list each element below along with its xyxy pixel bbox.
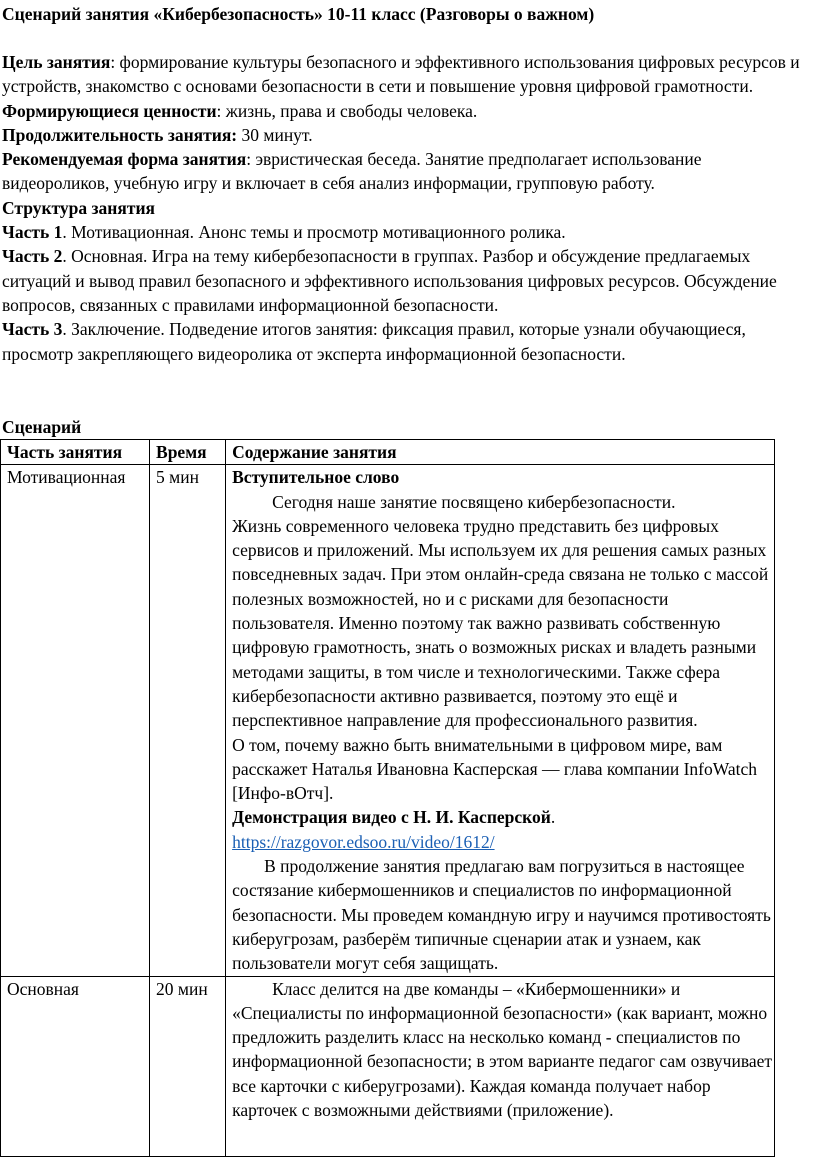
content-intro-first: Сегодня наше занятие посвящено кибербезопасности.: [272, 491, 676, 512]
content-video-line: Демонстрация видео с Н. И. Касперской.: [232, 807, 556, 828]
part2-label: Часть 2: [2, 246, 63, 267]
row-part-cell: Мотивационная: [1, 465, 150, 976]
part3-paragraph: [2, 317, 802, 366]
header-part: Часть занятия: [1, 440, 150, 465]
duration-text: 30 минут.: [237, 124, 313, 145]
part3-label: Часть 3: [2, 319, 63, 340]
content-heading: Вступительное слово: [232, 467, 400, 488]
video-link[interactable]: https://razgovor.edsoo.ru/video/1612/: [232, 831, 495, 852]
values-text: : жизнь, права и свободы человека.: [216, 100, 478, 121]
video-label: Демонстрация видео с Н. И. Касперской: [232, 807, 551, 828]
duration-label: Продолжительность занятия:: [2, 124, 238, 145]
header-content: Содержание занятия: [226, 440, 775, 465]
part2-paragraph: [2, 244, 802, 317]
intro-section: [2, 50, 802, 366]
part2-text: . Основная. Игра на тему кибербезопасности в группах. Разбор и обсуждение предлагаемых ситуаций и вывод правил безопасного и эффективного использования цифровых ресурсов. Обсуждение вопросов, связанных с правилами информационной безопасности.: [2, 246, 777, 315]
content-teams-paragraph: Класс делится на две команды – «Кибермошенники» и «Специалисты по информационной безопасности» (как вариант, можно предложить разделить класс на несколько команд - специалистов по информационной безопасности; в этом варианте педагог сам озвучивает все карточки с киберугрозами). Каждая команда получает набор карточек с возможными действиями (приложение).: [232, 978, 773, 1121]
row-part-cell: Основная: [1, 976, 150, 1156]
part1-paragraph: [2, 220, 802, 244]
part1-text: . Мотивационная. Анонс темы и просмотр мотивационного ролика.: [62, 222, 566, 243]
values-label: Формирующиеся ценности: [2, 100, 217, 121]
structure-heading: Структура занятия: [2, 197, 156, 218]
row-time-cell: 5 мин: [150, 465, 226, 976]
goal-text: : формирование культуры безопасного и эффективного использования цифровых ресурсов и устройств, знакомство с основами безопасности в сети и повышение уровня цифровой грамотности.: [2, 52, 800, 97]
row-content-cell: [226, 465, 775, 976]
form-label: Рекомендуемая форма занятия: [2, 149, 247, 170]
content-game-paragraph: В продолжение занятия предлагаю вам погрузиться в настоящее состязание кибермошенников и специалистов по информационной безопасности. Мы проведем командную игру и научимся противостоять киберугрозам, разберём типичные сценарии атак и узнаем, как пользователи могут себя защищать.: [232, 856, 771, 974]
content-intro-rest: Жизнь современного человека трудно представить без цифровых сервисов и приложений. Мы используем их для решения самых разных повседневных задач. При этом онлайн-среда связана не только с массой полезных возможностей, но и с рисками для безопасности пользователя. Именно поэтому так важно развивать собственную цифровую грамотность, знать о возможных рисках и владеть разными методами защиты, в том числе и технологическими. Также сфера кибербезопасности активно развивается, поэтому это ещё и перспективное направление для профессионального развития.: [232, 515, 769, 731]
form-text: : эвристическая беседа. Занятие предполагает использование видеороликов, учебную игру и включает в себя анализ информации, групповую работу.: [2, 149, 702, 194]
header-time: Время: [150, 440, 226, 465]
content-expert-paragraph: О том, почему важно быть внимательными в цифровом мире, вам расскажет Наталья Ивановна Касперская — глава компании InfoWatch [Инфо-вОтч].: [232, 734, 758, 804]
goal-label: Цель занятия: [2, 52, 111, 72]
form-paragraph: [2, 147, 802, 196]
scenario-table: [0, 439, 775, 1157]
table-row: [1, 465, 775, 976]
goal-paragraph: [2, 50, 802, 99]
document-title: Сценарий занятия «Кибербезопасность» 10-11 класс (Разговоры о важном): [2, 4, 595, 24]
row-content-cell: [226, 976, 775, 1156]
part3-text: . Заключение. Подведение итогов занятия: фиксация правил, которые узнали обучающиеся, просмотр закрепляющего видеоролика от эксперта информационной безопасности.: [2, 319, 746, 364]
scenario-heading: Сценарий: [2, 417, 82, 437]
table-header-row: [1, 440, 775, 465]
part1-label: Часть 1: [2, 222, 63, 243]
duration-paragraph: [2, 123, 802, 147]
values-paragraph: [2, 99, 802, 123]
row-time-cell: 20 мин: [150, 976, 226, 1156]
table-row: [1, 976, 775, 1156]
